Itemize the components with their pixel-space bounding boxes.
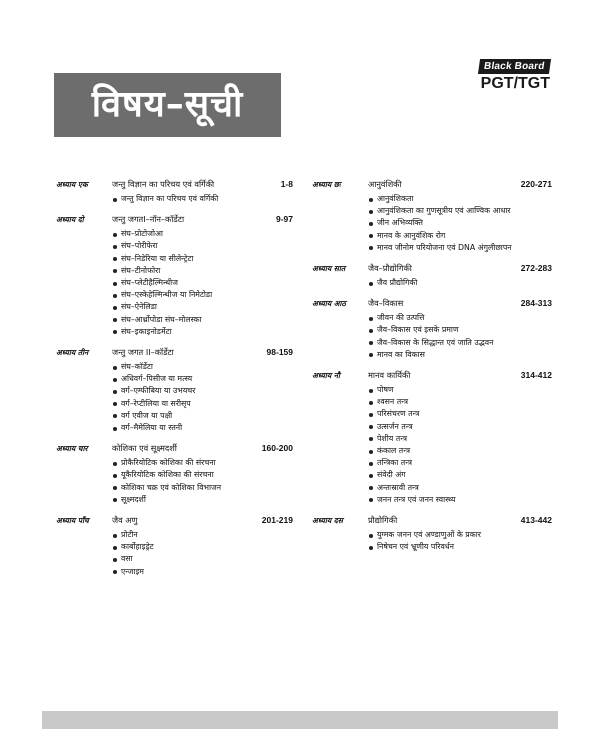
chapter-title: आनुवंशिकी xyxy=(368,179,402,189)
topic-item: उत्सर्जन तन्त्र xyxy=(368,421,552,433)
chapter-number: अध्याय दस xyxy=(312,516,343,526)
chapter-heading xyxy=(312,298,552,312)
topic-item: मानव के आनुवंशिक रोग xyxy=(368,230,552,242)
topic-item: संघ–कॉर्डेटा xyxy=(112,361,293,373)
chapter-heading xyxy=(56,443,293,457)
topic-item: जनन तन्त्र एवं जनन स्वास्थ्य xyxy=(368,494,552,506)
chapter-page-range: 413-442 xyxy=(520,515,552,526)
topic-item: वर्ग–एम्फीबिया या उभयचर xyxy=(112,385,293,397)
topic-list xyxy=(312,529,552,553)
topic-item: युग्मक जनन एवं अण्डाणुओं के प्रकार xyxy=(368,529,552,541)
chapter-heading xyxy=(312,179,552,193)
toc-chapter xyxy=(312,179,552,254)
footer-bar xyxy=(42,711,558,729)
chapter-number: अध्याय नौ xyxy=(312,371,340,381)
toc-chapter xyxy=(312,263,552,289)
chapter-heading xyxy=(56,179,293,193)
topic-item: यूकैरियोटिक कोशिका की संरचना xyxy=(112,469,293,481)
topic-item: वसा xyxy=(112,553,293,565)
chapter-heading xyxy=(312,515,552,529)
topic-list xyxy=(56,193,293,205)
topic-item: तन्त्रिका तन्त्र xyxy=(368,457,552,469)
brand-logo-top: Black Board xyxy=(478,59,551,74)
topic-item: सूक्ष्मदर्शी xyxy=(112,494,293,506)
topic-item: निषेचन एवं भ्रूणीय परिवर्धन xyxy=(368,541,552,553)
topic-list xyxy=(312,384,552,506)
chapter-number: अध्याय आठ xyxy=(312,299,346,309)
chapter-title: जन्तु जगतI–नॉन–कॉर्डेटा xyxy=(112,214,185,225)
topic-item: अन्तःस्रावी तन्त्र xyxy=(368,482,552,494)
toc-column-right xyxy=(312,179,552,562)
chapter-page-range: 98-159 xyxy=(266,347,293,358)
toc-chapter xyxy=(56,515,293,578)
chapter-number: अध्याय चार xyxy=(56,444,88,454)
topic-item: परिसंचरण तन्त्र xyxy=(368,408,552,420)
topic-item: आनुवंशिकता का गुणसूत्रीय एवं आण्विक आधार xyxy=(368,205,552,217)
topic-item: संघ–पोरीफेरा xyxy=(112,240,293,252)
topic-item: जैव प्रौद्योगिकी xyxy=(368,277,552,289)
chapter-title: जन्तु जगत II–कॉर्डेटा xyxy=(112,347,174,358)
topic-item: वर्ग–रेप्टीलिया या सरीसृप xyxy=(112,398,293,410)
topic-list xyxy=(312,312,552,361)
chapter-title: जन्तु विज्ञान का परिचय एवं वर्गिकी xyxy=(112,179,215,189)
chapter-page-range: 314-412 xyxy=(520,370,552,381)
topic-item: संघ–निडेरिया या सीलेन्ट्रेटा xyxy=(112,253,293,265)
topic-item: मानव का विकास xyxy=(368,349,552,361)
topic-item: संवेदी अंग xyxy=(368,469,552,481)
topic-item: कोशिका चक्र एवं कोशिका विभाजन xyxy=(112,482,293,494)
topic-item: मानव जीनोम परियोजना एवं DNA अंगुलीछापन xyxy=(368,242,552,254)
toc-chapter xyxy=(312,298,552,361)
chapter-title: मानव कार्यिकी xyxy=(368,370,411,381)
topic-item: वर्ग–मैमेलिया या स्तनी xyxy=(112,422,293,434)
topic-item: संघ–टीनोफोरा xyxy=(112,265,293,277)
chapter-heading xyxy=(312,263,552,277)
chapter-title: जैव–विकास xyxy=(368,298,404,309)
topic-item: संघ–आर्थ्रोपोडा संघ–मोलस्का xyxy=(112,314,293,326)
topic-item: पोषण xyxy=(368,384,552,396)
chapter-number: अध्याय दो xyxy=(56,215,84,225)
toc-column-left xyxy=(56,179,293,587)
chapter-title: जैव–प्रौद्योगिकी xyxy=(368,263,412,274)
topic-item: संघ–ऐनेलिडा xyxy=(112,301,293,313)
topic-item: कंकाल तन्त्र xyxy=(368,445,552,457)
topic-item: जीन अभिव्यक्ति xyxy=(368,217,552,229)
chapter-number: अध्याय छः xyxy=(312,180,341,189)
chapter-page-range: 1-8 xyxy=(280,179,293,189)
topic-list xyxy=(56,228,293,338)
topic-item: जीवन की उत्पत्ति xyxy=(368,312,552,324)
chapter-heading xyxy=(56,515,293,529)
toc-chapter xyxy=(56,347,293,434)
chapter-page-range: 220-271 xyxy=(520,179,552,189)
chapter-number: अध्याय एक xyxy=(56,180,88,189)
topic-item: अधिवर्ग–पिसीज या मत्स्य xyxy=(112,373,293,385)
topic-list xyxy=(312,277,552,289)
topic-item: आनुवंशिकता xyxy=(368,193,552,205)
chapter-title: प्रौद्योगिकी xyxy=(368,515,398,526)
topic-list xyxy=(56,457,293,506)
chapter-title: जैव अणु xyxy=(112,515,138,526)
brand-logo-bottom: PGT/TGT xyxy=(480,75,550,92)
topic-item: जन्तु विज्ञान का परिचय एवं वर्गिकी xyxy=(112,193,293,205)
chapter-number: अध्याय तीन xyxy=(56,348,89,358)
chapter-page-range: 201-219 xyxy=(261,515,293,526)
topic-item: जैव–विकास के सिद्धान्त एवं जाति उद्भवन xyxy=(368,337,552,349)
topic-item: संघ–इकाइनोडर्मेटा xyxy=(112,326,293,338)
topic-item: जैव–विकास एवं इसके प्रमाण xyxy=(368,324,552,336)
topic-item: पेशीय तन्त्र xyxy=(368,433,552,445)
toc-chapter xyxy=(56,214,293,338)
topic-item: एन्जाइम xyxy=(112,566,293,578)
toc-chapter xyxy=(56,179,293,205)
topic-item: संघ–प्लेटीहैल्मिन्थीज xyxy=(112,277,293,289)
chapter-heading xyxy=(312,370,552,384)
toc-chapter xyxy=(312,515,552,553)
chapter-number: अध्याय सात xyxy=(312,264,346,274)
topic-item: प्रोटीन xyxy=(112,529,293,541)
topic-list xyxy=(56,361,293,434)
chapter-page-range: 272-283 xyxy=(520,263,552,274)
topic-item: श्वसन तन्त्र xyxy=(368,396,552,408)
chapter-page-range: 284-313 xyxy=(520,298,552,309)
chapter-title: कोशिका एवं सूक्ष्मदर्शी xyxy=(112,443,177,454)
topic-item: कार्बोहाइड्रेट xyxy=(112,541,293,553)
topic-item: वर्ग एवीज या पक्षी xyxy=(112,410,293,422)
brand-logo xyxy=(450,54,550,92)
topic-list xyxy=(56,529,293,578)
topic-item: संघ–प्रोटोजोआ xyxy=(112,228,293,240)
chapter-page-range: 9-97 xyxy=(275,214,293,225)
toc-chapter xyxy=(312,370,552,506)
topic-item: संघ–एस्केहेल्मिन्थीज या निमेटोडा xyxy=(112,289,293,301)
page-title: विषय–सूची xyxy=(54,73,281,137)
chapter-heading xyxy=(56,347,293,361)
chapter-page-range: 160-200 xyxy=(261,443,293,454)
toc-chapter xyxy=(56,443,293,506)
chapter-number: अध्याय पाँच xyxy=(56,516,89,526)
chapter-heading xyxy=(56,214,293,228)
topic-item: प्रोकैरियोटिक कोशिका की संरचना xyxy=(112,457,293,469)
topic-list xyxy=(312,193,552,254)
